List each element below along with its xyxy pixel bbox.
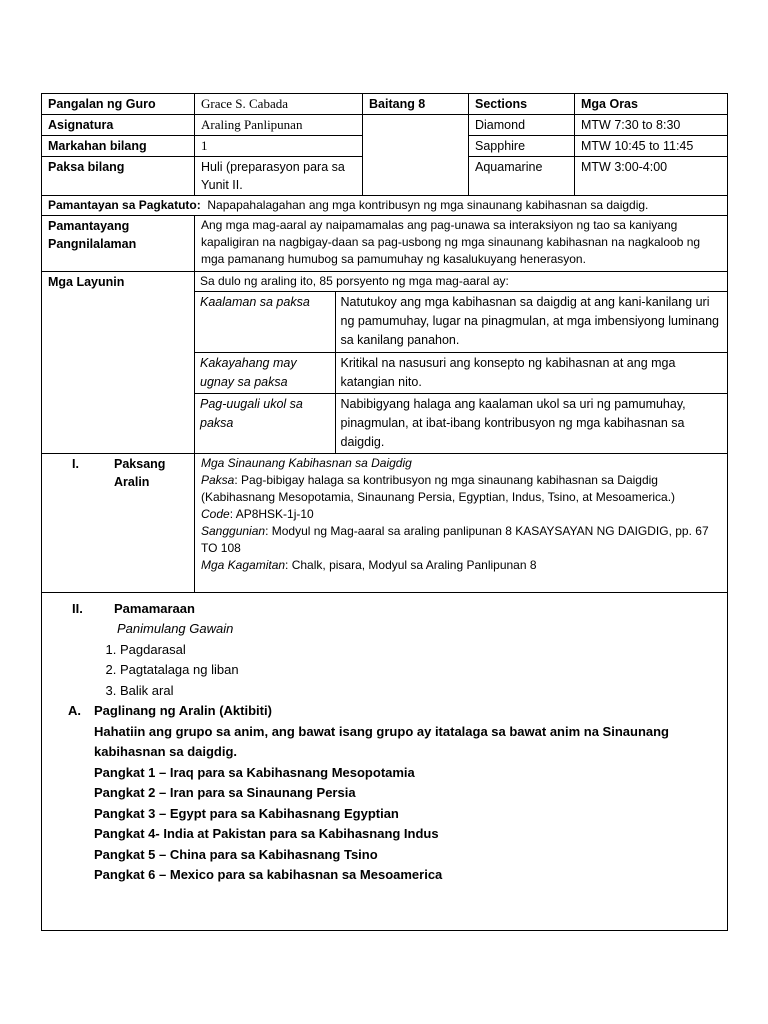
lesson-plan-table [41,93,728,931]
sections-label: Sections [469,94,575,115]
learning-standard [42,196,728,216]
group-assignment: Pangkat 4- India at Pakistan para sa Kabihasnang Indus [94,826,439,841]
subject-matter-heading-inner [72,455,174,491]
objective-domain: Pag-uugali ukol sa paksa [195,393,335,453]
list-item: 1. Pagdarasal [120,640,721,661]
grade-label: Baitang 8 [363,94,469,115]
objective-row [195,393,727,453]
topic-text: : Pag-bibigay halaga sa kontribusyon ng mga sinaunang kabihasnan sa Daigdig (Kabihasnang Mesopotamia, Sinaunang Persia, Egyptian, Indus, Tsino, at Mesoamerica.) [201,472,676,504]
section-aquamarine: Aquamarine [469,157,575,196]
group-assignment: Pangkat 1 – Iraq para sa Kabihasnang Mesopotamia [94,764,415,780]
objectives-table [195,292,727,453]
subject-matter-code [201,506,721,523]
teacher-value: Grace S. Cabada [195,94,363,115]
topic-number-value: Huli (preparasyon para sa Yunit II. [195,157,363,196]
time-label: Mga Oras [575,94,728,115]
group-assignment: Pangkat 6 – Mexico para sa kabihasnan sa Mesoamerica [94,867,443,882]
learning-standard-label: Pamantayan sa Pagkatuto: [48,198,201,212]
list-item: 2. Pagtatalaga ng liban [120,660,721,681]
teacher-label: Pangalan ng Guro [42,94,195,115]
objectives-intro: Sa dulo ng araling ito, 85 porsyento ng mga mag-aaral ay: [195,272,727,292]
subject-matter-materials [201,557,721,574]
section-sapphire: Sapphire [469,136,575,157]
objective-row [195,292,727,352]
procedure-label: Pamamaraan [114,600,195,616]
subject-matter-topic [201,472,721,506]
preliminary-steps [72,640,721,702]
procedure-section [42,592,728,930]
objective-row [195,352,727,393]
group-assignment: Pangkat 3 – Egypt para sa Kabihasnang Egyptian [94,805,399,821]
objective-text: Nabibigyang halaga ang kaalaman ukol sa uri ng pamumuhay, pinagmulan, at ibat-ibang kontribusyon ng mga kabihasnan sa daigdig. [335,393,727,453]
quarter-label: Markahan bilang [42,136,195,157]
subject-matter-number: I. [72,456,79,471]
objective-domain: Kakayahang may ugnay sa paksa [195,352,335,393]
subject-matter-title: Mga Sinaunang Kabihasnan sa Daigdig [201,455,412,470]
references-text: : Modyul ng Mag-aaral sa araling panlipunan 8 KASAYSAYAN NG DAIGDIG, pp. 67 TO 108 [201,523,709,555]
lesson-plan-document [41,93,727,931]
topic-label: Paksa [201,472,235,487]
section-diamond: Diamond [469,115,575,136]
subject-value: Araling Panlipunan [195,115,363,136]
materials-label: Mga Kagamitan [201,557,286,572]
code-text: : AP8HSK-1j-10 [229,506,314,521]
subject-matter-references [201,523,721,557]
time-sapphire: MTW 10:45 to 11:45 [575,136,728,157]
group-assignment: Pangkat 2 – Iran para sa Sinaunang Persia [94,785,356,800]
content-standard-label: Pamantayang Pangnilalaman [42,216,195,272]
activity-instructions: Hahatiin ang grupo sa anim, ang bawat isang grupo ay itatalaga sa bawat anim na Sinaunang kabihasnan sa daigdig. [94,723,670,759]
subject-label: Asignatura [42,115,195,136]
objectives-label: Mga Layunin [42,272,195,454]
objectives-cell [195,272,728,454]
quarter-value: 1 [195,136,363,157]
objective-text: Kritikal na nasusuri ang konsepto ng kabihasnan at ang mga katangian nito. [335,352,727,393]
preliminary-activities: Panimulang Gawain [117,621,234,636]
activity-heading [68,701,721,722]
subject-matter-content [195,453,728,592]
group-assignment: Pangkat 5 – China para sa Kabihasnang Tsino [94,846,378,862]
learning-standard-text: Napapahalagahan ang mga kontribusyn ng mga sinaunang kabihasnan sa daigdig. [207,198,649,212]
content-standard-text: Ang mga mag-aaral ay naipamamalas ang pag-unawa sa interaksiyon ng tao sa kaniyang kapaligiran na nagbigay-daan sa pag-usbong ng mga sinaunang kabihasnan na nagkaloob ng mga pamanang humubog sa pamumuhay ng kasalukuyang henerasyon. [195,216,728,272]
procedure-heading [72,599,721,620]
list-item: 3. Balik aral [120,681,721,702]
grade-blank-cell [363,115,469,196]
objective-text: Natutukoy ang mga kabihasnan sa daigdig at ang kani-kanilang uri ng pamumuhay, lugar na pinagmulan, at mga imbensiyong luminang sa kanilang panahon. [335,292,727,352]
time-diamond: MTW 7:30 to 8:30 [575,115,728,136]
materials-text: : Chalk, pisara, Modyul sa Araling Panlipunan 8 [285,557,537,572]
subject-matter-label: Paksang Aralin [114,456,166,489]
code-label: Code [201,506,230,521]
time-aquamarine: MTW 3:00-4:00 [575,157,728,196]
topic-number-label: Paksa bilang [42,157,195,196]
procedure-number: II. [72,600,83,616]
activity-letter: A. [68,703,81,718]
subject-matter-heading [42,453,195,592]
activity-title: Paglinang ng Aralin (Aktibiti) [94,703,272,718]
objective-domain: Kaalaman sa paksa [195,292,335,352]
references-label: Sanggunian [201,523,266,538]
